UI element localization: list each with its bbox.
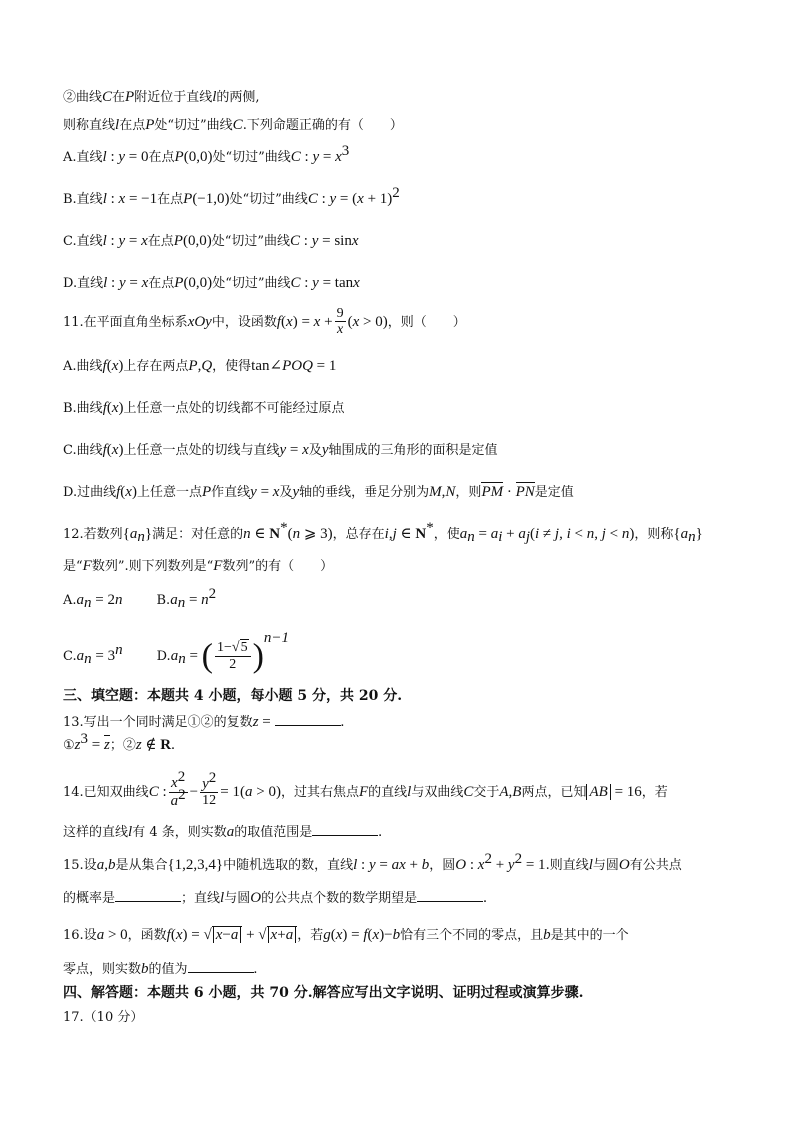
q11-option-a: A.曲线f(x)上存在两点P,Q，使得tan∠POQ = 1	[63, 358, 337, 374]
q11-option-b: B.曲线f(x)上任意一点处的切线都不可能经过原点	[63, 400, 345, 416]
q10-option-c: C.直线l : y = x在点P(0,0)处“切过”曲线C : y = sinx	[63, 233, 359, 249]
q11-option-d: D.过曲线f(x)上任意一点P作直线y = x及y轴的垂线，垂足分别为M,N，则PM · PN是定值	[63, 484, 574, 500]
q17-heading: 17.（10 分）	[63, 1010, 144, 1025]
q13-conditions: $①z^3 = z$；②z ∉ R.	[63, 731, 175, 753]
section-4-heading: 四、解答题：本题共 6 小题，共 70 分.解答应写出文字说明、证明过程或演算步骤.	[63, 985, 584, 1001]
q12-options-ab: $A.a_n = 2n$ $B.a_n = n^2$	[63, 586, 217, 611]
section-3-heading: 三、填空题：本题共 4 小题，每小题 5 分，共 20 分.	[63, 688, 403, 704]
q16-stem: 16.设a > 0，函数f(x) = √ x−a + √ x+a ，若g(x) = f(x)−b恰有三个不同的零点，且b是其中的一个	[63, 927, 629, 943]
q12-stem: 12.若数列$\{a_n\}$满足：对任意的n ∈ N*(n ⩾ 3)，总存在i,j ∈ N*，使$a_n = a_i + a_j(i \ne j$, i < n, j < n)，则称$\{a_n\}$	[63, 520, 703, 545]
q14-stem: 14.已知双曲线C : $\frac{x^2}{a^2}$ − $\frac{y^2}{12}$ = 1(a > 0)，过其右焦点F的直线l与双曲线C交于A,B两点，已知 AB = 16，若	[63, 769, 668, 809]
q10-option-d: D.直线l : y = x在点P(0,0)处“切过”曲线C : y = tanx	[63, 275, 360, 291]
q10-option-b: B.直线l : x = −1在点P(−1,0)处“切过”曲线C : $y = (x + 1)^2$	[63, 185, 400, 207]
q15-stem: 15.设a,b是从集合{1,2,3,4}中随机选取的数，直线l : y = ax + b，圆O : $x^2 + y^2 = 1$.则直线l与圆O有公共点	[63, 851, 682, 873]
q10-condition-2: ②曲线C在P附近位于直线l的两侧,	[63, 89, 260, 105]
q10-option-a: A.直线l : y = 0在点P(0,0)处“切过”曲线C : $y = x^3$	[63, 143, 350, 165]
q12-stem-line2: 是“F数列”.则下列数列是“F数列”的有（ ）	[63, 558, 334, 574]
q15-answer-blank-2[interactable]	[417, 889, 483, 902]
q16-answer-blank[interactable]	[188, 960, 254, 973]
q12-options-cd: $C.a_n = 3^n$ $D.a_n$ = ( $\frac{1-√5}{2}$ )$^{n-1}$	[63, 630, 290, 675]
q14-answer-blank[interactable]	[312, 823, 378, 836]
q15-stem-line2: 的概率是 ；直线l与圆O的公共点个数的数学期望是 .	[63, 890, 487, 906]
q13-answer-blank[interactable]	[275, 713, 341, 726]
q11-stem: 11.在平面直角坐标系xOy中，设函数f(x) = x + $\frac{9}{x}$ (x > 0)，则（ ）	[63, 306, 466, 338]
q13-stem: 13.写出一个同时满足①②的复数z = .	[63, 714, 345, 730]
q11-option-c: C.曲线f(x)上任意一点处的切线与直线y = x及y轴围成的三角形的面积是定值	[63, 442, 498, 458]
q15-answer-blank-1[interactable]	[115, 889, 181, 902]
q14-stem-line2: 这样的直线l有 4 条，则实数a的取值范围是 .	[63, 824, 382, 840]
q16-stem-line2: 零点，则实数b的值为 .	[63, 961, 258, 977]
q10-stem: 则称直线l在点P处“切过”曲线C.下列命题正确的有（ ）	[63, 117, 403, 133]
